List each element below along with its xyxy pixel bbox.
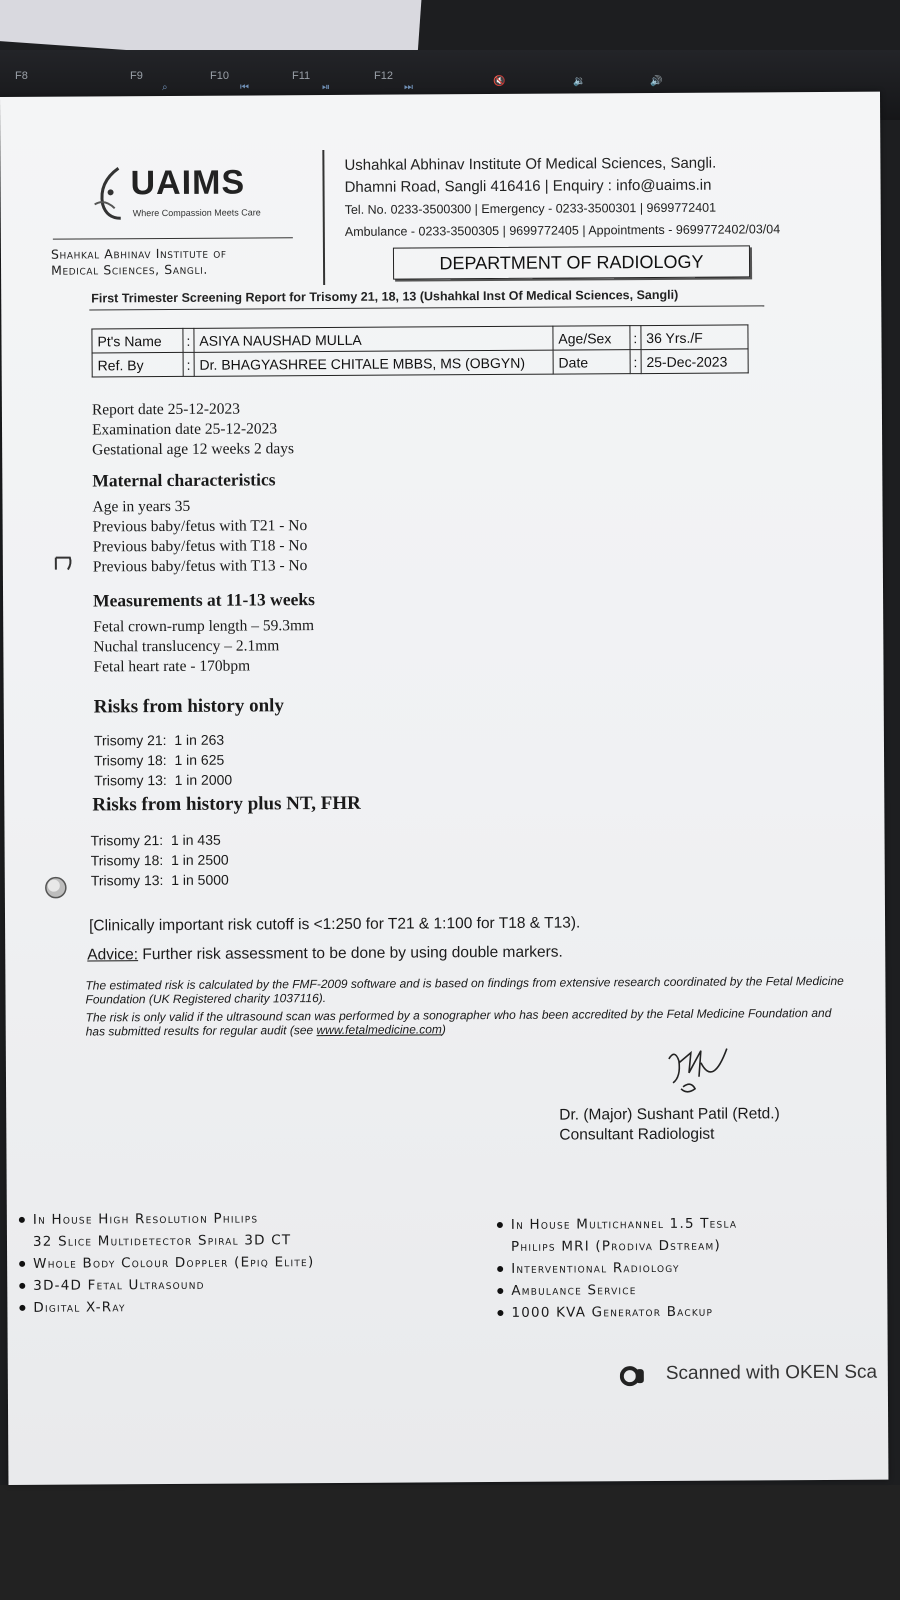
- validity-note-text: The risk is only valid if the ultrasound scan was performed by a sonographer who has been accredited by the Fetal Medicine Foundation and has submitted results for regular audit (see: [85, 1005, 832, 1039]
- crown-rump-length: Fetal crown-rump length – 59.3mm: [93, 617, 315, 636]
- institute-short-name: [51, 246, 227, 279]
- risk-nt-t13: [91, 872, 229, 889]
- fkey-f12: F12: [374, 70, 393, 82]
- services-right-list: [457, 1213, 738, 1325]
- radiologist-signature-block: [559, 1104, 780, 1145]
- patient-age: 36 Yrs./F: [641, 325, 748, 350]
- bullet-icon: [19, 1217, 25, 1223]
- list-item: Interventional Radiology: [497, 1257, 737, 1280]
- signature-icon: [661, 1043, 731, 1098]
- fkey-f10: F10: [210, 70, 229, 82]
- search-key-icon: ⌕: [162, 82, 168, 93]
- previous-t18: Previous baby/fetus with T18 - No: [92, 537, 308, 556]
- institute-short-line2: Medical Sciences, Sangli.: [51, 261, 208, 278]
- fmf-note: The estimated risk is calculated by the FMF-2009 software and is based on findings from extensive research coordinated by the Fetal Medicine Foundation (UK Registered charity 1037116).: [85, 973, 844, 1007]
- risk-label: Trisomy 21:: [93, 731, 167, 749]
- fetal-heart-rate: Fetal heart rate - 170bpm: [93, 657, 251, 676]
- risk-history-t21: [94, 732, 224, 749]
- institute-short-line1: Shahkal Abhinav Institute of: [50, 245, 227, 262]
- list-item: In House High Resolution Philips: [19, 1207, 314, 1231]
- risk-label: Trisomy 13:: [90, 872, 164, 889]
- name-label: Pt's Name: [92, 328, 183, 353]
- risk-nt-t18: [91, 852, 229, 869]
- previous-t13: Previous baby/fetus with T13 - No: [92, 557, 308, 576]
- risk-value: 1 in 5000: [171, 871, 229, 888]
- hole-punch-icon: [43, 875, 69, 901]
- rewind-key-icon: ⏮: [240, 82, 249, 93]
- advice-text: Further risk assessment to be done by using double markers.: [138, 943, 563, 964]
- list-item: Philips MRI (Prodiva Dstream): [510, 1237, 721, 1255]
- risk-label: Trisomy 18:: [94, 751, 167, 769]
- bullet-icon: [497, 1288, 503, 1294]
- forward-key-icon: ⏭: [404, 82, 413, 93]
- bullet-icon: [497, 1222, 503, 1228]
- colon: :: [183, 328, 194, 352]
- bullet-icon: [19, 1283, 25, 1289]
- measurements-heading: Measurements at 11-13 weeks: [93, 589, 315, 611]
- services-left-list: [0, 1207, 315, 1319]
- header-divider: [322, 150, 325, 285]
- risk-label: Trisomy 13:: [94, 771, 167, 789]
- risk-label: Trisomy 21:: [90, 832, 164, 849]
- risk-value: 1 in 2000: [174, 771, 233, 788]
- date-label: Date: [553, 350, 630, 374]
- list-item: Whole Body Colour Doppler (Epiq Elite): [19, 1251, 314, 1275]
- table-surface: [0, 1485, 900, 1600]
- title-underline: [89, 305, 764, 310]
- referring-doctor: Dr. BHAGYASHREE CHITALE MBBS, MS (OBGYN): [194, 350, 553, 376]
- bullet-icon: [19, 1305, 25, 1311]
- risk-value: 1 in 263: [174, 731, 225, 748]
- hole-punch-mark-icon: [53, 555, 75, 573]
- institute-phones: Tel. No. 0233-3500300 | Emergency - 0233-3500301 | 9699772401: [344, 200, 717, 217]
- report-date-value: 25-Dec-2023: [641, 349, 748, 374]
- risk-history-t13: [94, 772, 232, 789]
- institute-full-name: Ushahkal Abhinav Institute Of Medical Sciences, Sangli.: [344, 154, 717, 174]
- list-item: 32 Slice Multidetector Spiral 3D CT: [32, 1232, 292, 1250]
- colon: :: [630, 326, 641, 350]
- patient-info-table: [91, 324, 748, 377]
- list-item: 1000 KVA Generator Backup: [497, 1301, 737, 1324]
- institute-contact: [344, 152, 780, 243]
- list-item: Ambulance Service: [497, 1279, 737, 1302]
- department-title: DEPARTMENT OF RADIOLOGY: [393, 245, 750, 279]
- advice-label: Advice:: [87, 946, 139, 964]
- risk-cutoff-note: [Clinically important risk cutoff is <1:250 for T21 & 1:100 for T18 & T13).: [89, 914, 581, 935]
- institute-ambulance: Ambulance - 0233-3500305 | 9699772405 | Appointments - 9699772402/03/04: [344, 222, 781, 239]
- nuchal-translucency: Nuchal translucency – 2.1mm: [93, 637, 280, 656]
- uaims-logo-icon: [88, 164, 126, 222]
- list-item: 3D-4D Fetal Ultrasound: [19, 1273, 314, 1297]
- risk-nt-heading: Risks from history plus NT, FHR: [92, 792, 361, 816]
- fetal-medicine-link[interactable]: www.fetalmedicine.com: [316, 1022, 442, 1038]
- logo-tagline: Where Compassion Meets Care: [132, 207, 261, 219]
- report-paper: [0, 92, 888, 1485]
- maternal-age: Age in years 35: [92, 497, 191, 516]
- validity-note: [86, 1006, 846, 1039]
- colon: :: [183, 352, 194, 376]
- fkey-f11: F11: [292, 70, 311, 82]
- gestational-age: Gestational age 12 weeks 2 days: [92, 440, 295, 459]
- risk-label: Trisomy 18:: [90, 852, 164, 869]
- scanner-watermark: Scanned with OKEN Sca: [665, 1361, 878, 1384]
- report-title: First Trimester Screening Report for Trisomy 21, 18, 13 (Ushahkal Inst Of Medical Sciences, Sangli): [91, 287, 679, 306]
- volume-up-key-icon: 🔊: [650, 76, 663, 87]
- maternal-heading: Maternal characteristics: [92, 469, 276, 491]
- bullet-icon: [497, 1266, 503, 1272]
- scanner-logo-icon: [620, 1365, 646, 1387]
- logo-name: UAIMS: [130, 163, 246, 203]
- play-pause-key-icon: ⏯: [322, 82, 330, 93]
- bullet-icon: [497, 1310, 503, 1316]
- colon: :: [630, 350, 641, 374]
- risk-value: 1 in 2500: [171, 851, 229, 868]
- fkey-f9: F9: [130, 70, 143, 82]
- bullet-icon: [19, 1261, 25, 1267]
- logo-divider: [53, 237, 293, 239]
- ref-label: Ref. By: [92, 352, 183, 377]
- advice: [87, 944, 563, 965]
- list-item: Digital X-Ray: [19, 1295, 314, 1319]
- table-row: [92, 349, 748, 377]
- validity-note-end: ): [441, 1022, 446, 1037]
- mute-key-icon: 🔇: [493, 76, 506, 87]
- age-label: Age/Sex: [553, 326, 630, 350]
- patient-name: ASIYA NAUSHAD MULLA: [194, 326, 553, 352]
- institute-address: Dhamni Road, Sangli 416416 | Enquiry : info@uaims.in: [344, 176, 712, 196]
- risk-value: 1 in 435: [170, 831, 221, 848]
- report-date: Report date 25-12-2023: [91, 400, 241, 419]
- risk-history-t18: [94, 752, 224, 769]
- risk-value: 1 in 625: [174, 751, 225, 768]
- risk-nt-t21: [90, 832, 220, 849]
- list-item: In House Multichannel 1.5 Tesla: [497, 1213, 737, 1236]
- radiologist-name: Dr. (Major) Sushant Patil (Retd.): [559, 1105, 780, 1124]
- volume-down-key-icon: 🔉: [573, 76, 586, 87]
- exam-date: Examination date 25-12-2023: [91, 420, 278, 439]
- radiologist-title: Consultant Radiologist: [559, 1125, 715, 1144]
- fkey-f8: F8: [15, 70, 28, 82]
- previous-t21: Previous baby/fetus with T21 - No: [92, 517, 308, 536]
- risk-history-heading: Risks from history only: [93, 695, 284, 718]
